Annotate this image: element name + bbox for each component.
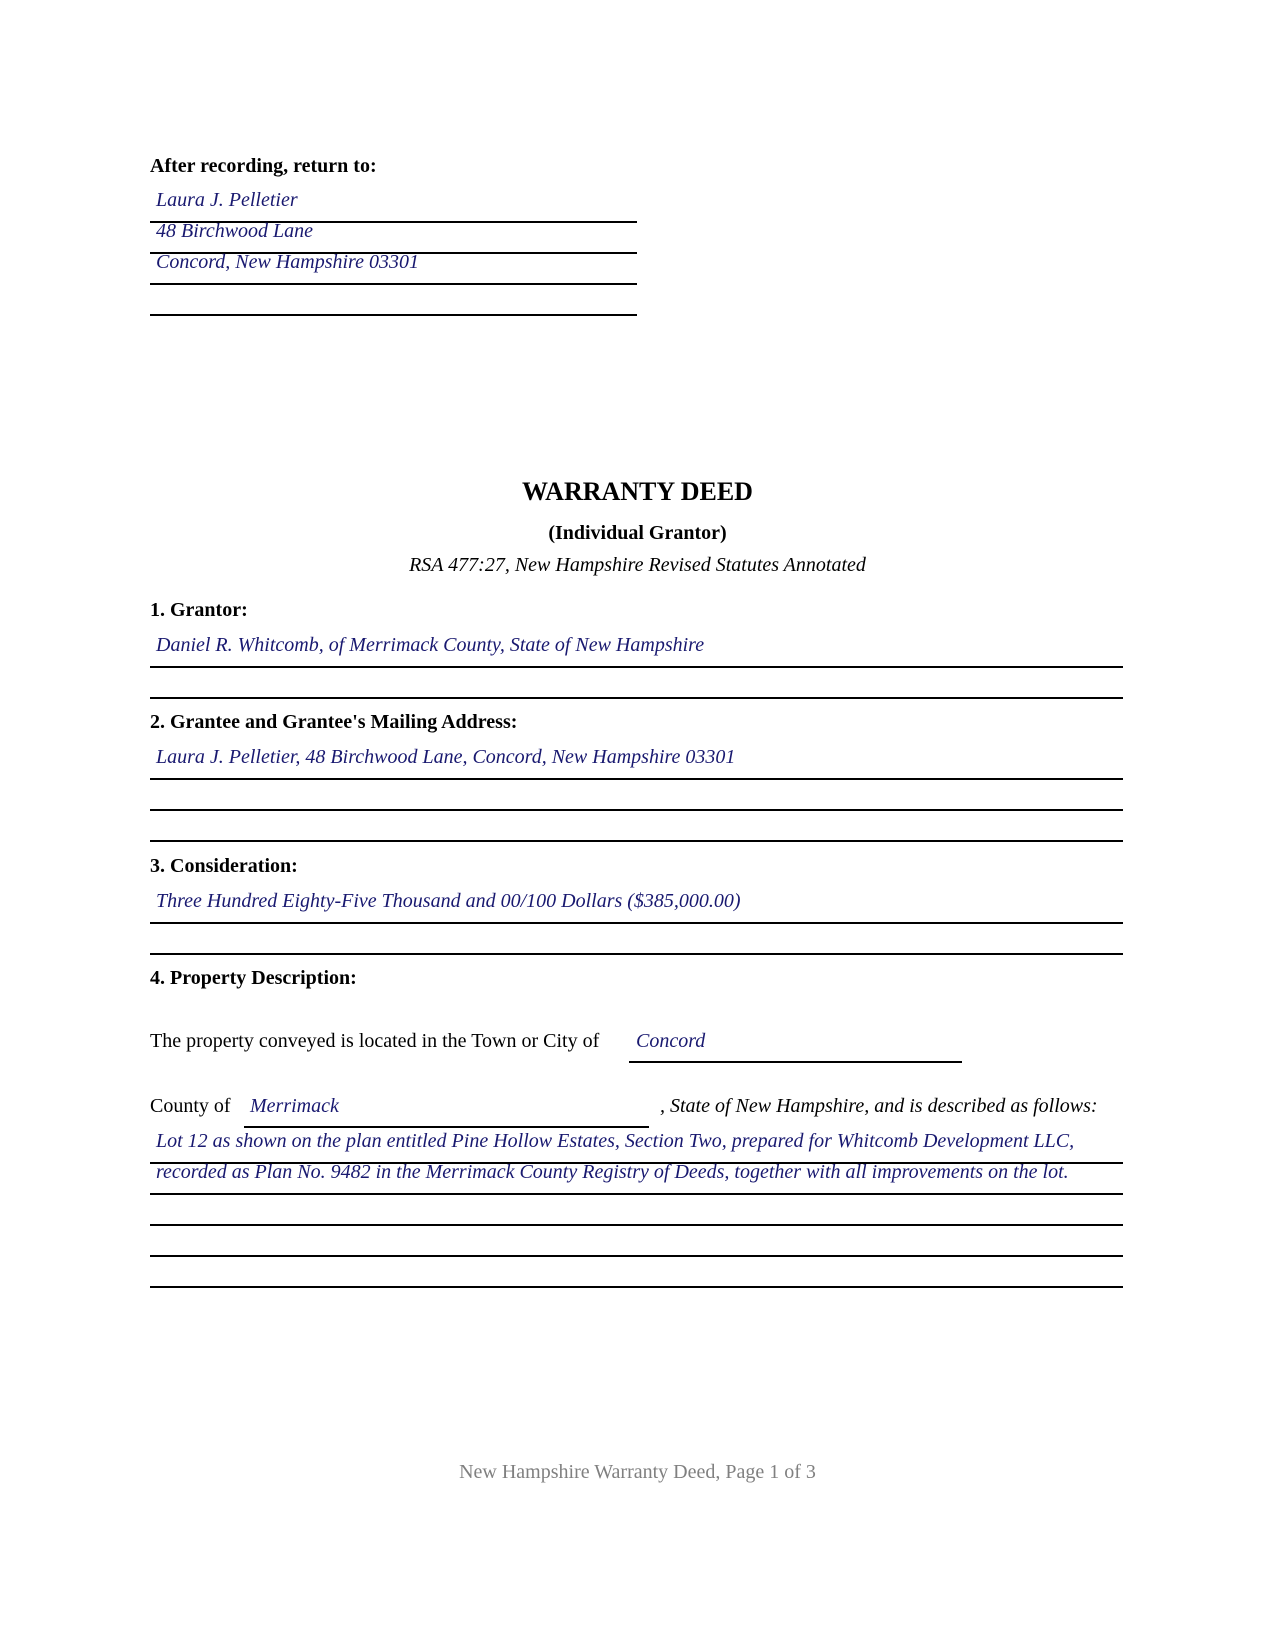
return-line-3 xyxy=(150,283,637,285)
description-rule-4 xyxy=(150,1255,1123,1257)
county-prefix: County of xyxy=(150,1095,231,1117)
consideration-label: 3. Consideration: xyxy=(150,855,298,877)
description-line-2[interactable]: recorded as Plan No. 9482 in the Merrimack County Registry of Deeds, together with all improvements on the lot. xyxy=(156,1161,1069,1183)
return-street-field[interactable]: 48 Birchwood Lane xyxy=(156,220,314,242)
grantee-line-2 xyxy=(150,809,1123,811)
consideration-line-1 xyxy=(150,922,1123,924)
return-name-field[interactable]: Laura J. Pelletier xyxy=(156,189,298,211)
grantor-line-2 xyxy=(150,697,1123,699)
consideration-field[interactable]: Three Hundred Eighty-Five Thousand and 00/100 Dollars ($385,000.00) xyxy=(156,890,741,912)
return-line-4 xyxy=(150,314,637,316)
county-suffix: , State of New Hampshire, and is described as follows: xyxy=(660,1095,1098,1117)
description-rule-3 xyxy=(150,1224,1123,1226)
return-city-field[interactable]: Concord, New Hampshire 03301 xyxy=(156,251,419,273)
grantee-line-3 xyxy=(150,840,1123,842)
description-rule-2 xyxy=(150,1193,1123,1195)
town-line xyxy=(629,1061,962,1063)
county-field[interactable]: Merrimack xyxy=(250,1095,339,1117)
document-title: WARRANTY DEED xyxy=(522,477,753,506)
grantee-field[interactable]: Laura J. Pelletier, 48 Birchwood Lane, Concord, New Hampshire 03301 xyxy=(156,746,736,768)
consideration-line-2 xyxy=(150,953,1123,955)
grantee-line-1 xyxy=(150,778,1123,780)
property-label: 4. Property Description: xyxy=(150,967,357,989)
page-footer: New Hampshire Warranty Deed, Page 1 of 3 xyxy=(459,1461,816,1483)
return-to-label: After recording, return to: xyxy=(150,155,377,177)
grantor-label: 1. Grantor: xyxy=(150,599,248,621)
document-subtitle: (Individual Grantor) xyxy=(548,522,727,544)
town-field[interactable]: Concord xyxy=(636,1030,706,1052)
description-rule-5 xyxy=(150,1286,1123,1288)
grantor-field[interactable]: Daniel R. Whitcomb, of Merrimack County, State of New Hampshire xyxy=(156,634,705,656)
county-line xyxy=(244,1126,649,1128)
town-prefix: The property conveyed is located in the Town or City of xyxy=(150,1030,600,1052)
grantor-line-1 xyxy=(150,666,1123,668)
description-line-1[interactable]: Lot 12 as shown on the plan entitled Pine Hollow Estates, Section Two, prepared for Whitcomb Development LLC, xyxy=(156,1130,1075,1152)
statute-reference: RSA 477:27, New Hampshire Revised Statutes Annotated xyxy=(409,554,866,576)
grantee-label: 2. Grantee and Grantee's Mailing Address: xyxy=(150,711,518,733)
